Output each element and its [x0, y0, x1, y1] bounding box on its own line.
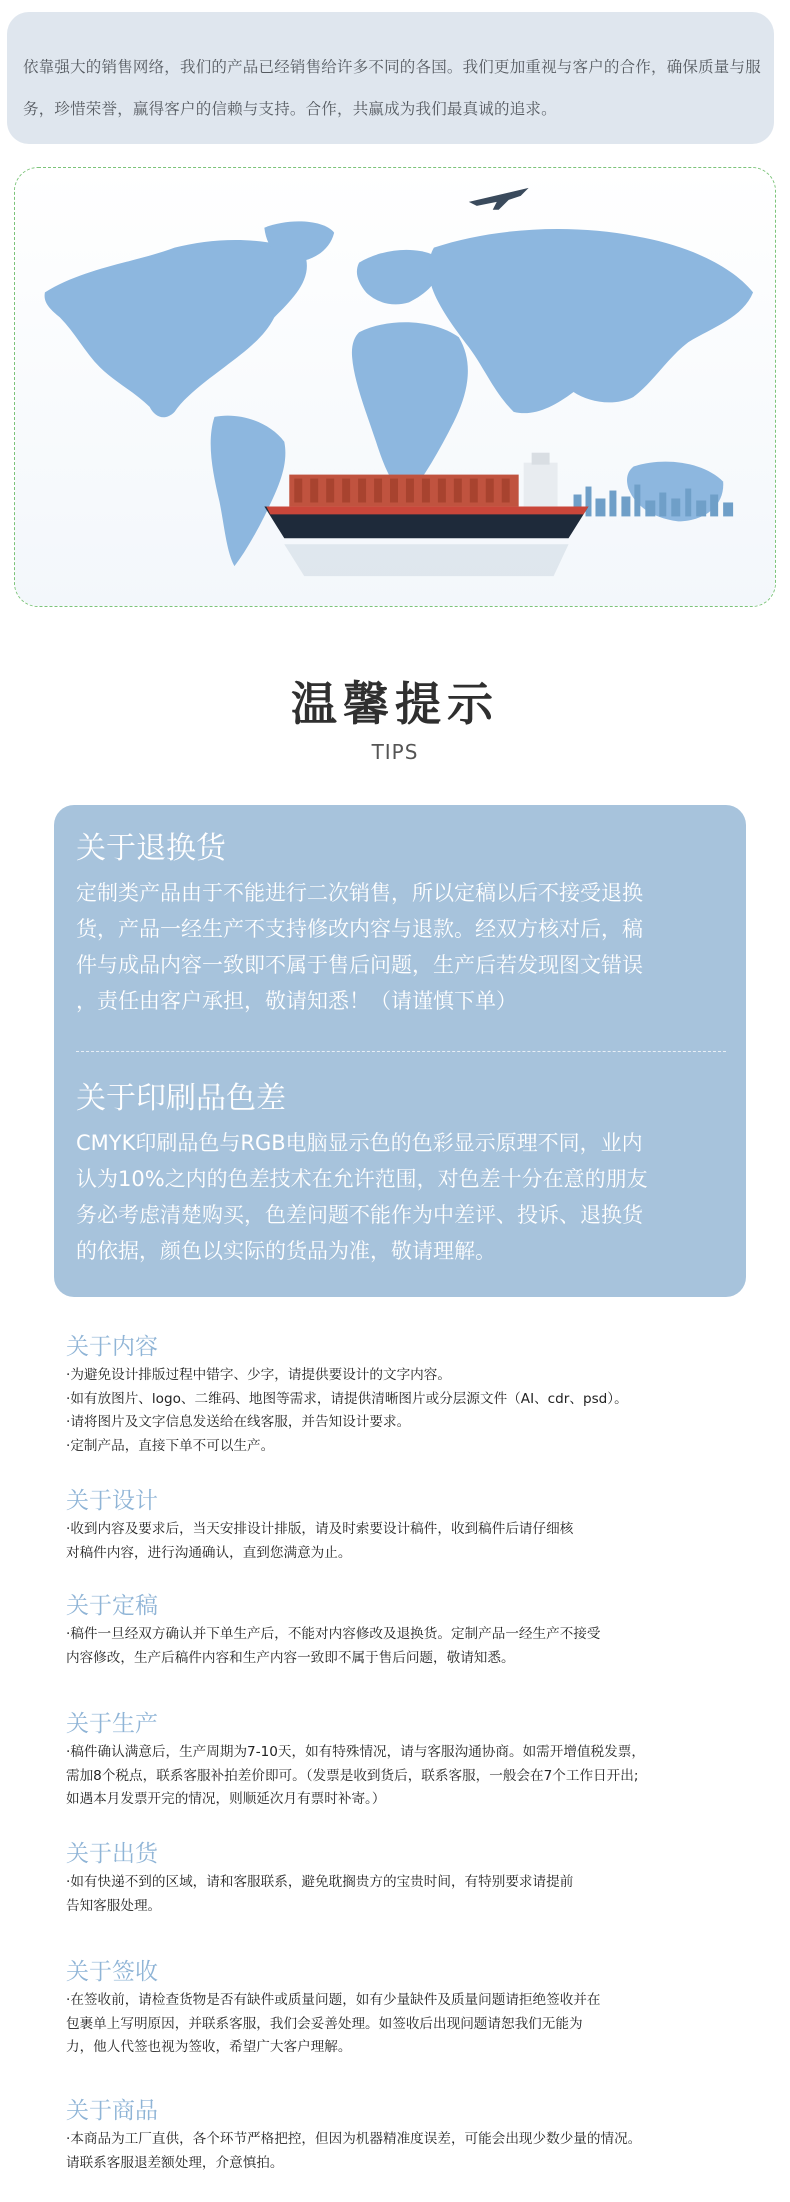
section-line: ·为避免设计排版过程中错字、少字，请提供要设计的文字内容。: [66, 1367, 451, 1383]
color-diff-text: [76, 1125, 728, 1269]
section-line: 告知客服处理。: [66, 1897, 162, 1914]
intro-panel: [7, 12, 774, 144]
color-diff-line: CMYK印刷品色与RGB电脑显示色的色彩显示原理不同，业内: [76, 1131, 643, 1155]
world-map-illustration: [14, 167, 776, 607]
section-line: 如遇本月发票开完的情况，则顺延次月有票时补寄。）: [66, 1791, 386, 1807]
section-finalize: [66, 1591, 766, 1670]
tips-title: 温馨提示: [291, 677, 499, 731]
returns-line: 货，产品一经生产不支持修改内容与退款。经双方核对后，稿: [76, 917, 643, 941]
notice-panel: [54, 805, 746, 1297]
section-line: 请联系客服退差额处理，介意慎拍。: [66, 2154, 284, 2171]
color-diff-title: 关于印刷品色差: [76, 1081, 286, 1116]
section-production: [66, 1709, 766, 1812]
returns-text: [76, 875, 728, 1019]
section-title: 关于设计: [66, 1488, 158, 1514]
map-graphic: [15, 168, 775, 606]
section-line: 对稿件内容，进行沟通确认，直到您满意为止。: [66, 1544, 352, 1561]
color-diff-line: 认为10%之内的色差技术在允许范围，对色差十分在意的朋友: [76, 1167, 648, 1191]
section-title: 关于出货: [66, 1841, 158, 1867]
section-line: 内容修改，生产后稿件内容和生产内容一致即不属于售后问题，敬请知悉。: [66, 1649, 515, 1666]
notice-divider: [76, 1051, 726, 1052]
section-title: 关于商品: [66, 2098, 158, 2124]
returns-line: 定制类产品由于不能进行二次销售，所以定稿以后不接受退换: [76, 881, 643, 905]
section-content: [66, 1332, 766, 1458]
section-receipt: [66, 1957, 766, 2060]
section-shipping: [66, 1839, 766, 1918]
section-line: ·在签收前，请检查货物是否有缺件或质量问题，如有少量缺件及质量问题请拒绝签收并在: [66, 1992, 601, 2008]
section-line: ·收到内容及要求后，当天安排设计排版，请及时索要设计稿件，收到稿件后请仔细核: [66, 1521, 574, 1537]
section-line: 需加8个税点，联系客服补拍差价即可。（发票是收到货后，联系客服，一般会在7个工作日开出;: [66, 1767, 639, 1784]
returns-line: 件与成品内容一致即不属于售后问题，生产后若发现图文错误: [76, 953, 643, 977]
section-title: 关于签收: [66, 1959, 158, 1985]
section-line: 力，他人代签也视为签收，希望广大客户理解。: [66, 2039, 352, 2055]
section-line: ·如有快递不到的区域，请和客服联系，避免耽搁贵方的宝贵时间，有特别要求请提前: [66, 1874, 574, 1890]
section-design: [66, 1486, 766, 1565]
intro-text: 依靠强大的销售网络，我们的产品已经销售给许多不同的各国。我们更加重视与客户的合作，确保质量与服务，珍惜荣誉，赢得客户的信赖与支持。合作，共赢成为我们最真诚的追求。: [23, 58, 761, 118]
section-line: ·请将图片及文字信息发送给在线客服，并告知设计要求。: [66, 1414, 411, 1430]
section-line: ·本商品为工厂直供，各个环节严格把控，但因为机器精准度误差，可能会出现少数少量的情况。: [66, 2131, 642, 2147]
section-line: 包裹单上写明原因，并联系客服，我们会妥善处理。如签收后出现问题请恕我们无能为: [66, 2015, 583, 2032]
color-diff-line: 的依据，颜色以实际的货品为准，敬请理解。: [76, 1239, 496, 1263]
section-line: ·如有放图片、logo、二维码、地图等需求，请提供清晰图片或分层源文件（AI、cdr、psd）。: [66, 1390, 628, 1407]
section-line: ·稿件确认满意后，生产周期为7-10天，如有特殊情况，请与客服沟通协商。如需开增值税发票，: [66, 1744, 645, 1760]
section-line: ·稿件一旦经双方确认并下单生产后，不能对内容修改及退换货。定制产品一经生产不接受: [66, 1626, 601, 1642]
returns-line: ，责任由客户承担，敬请知悉！（请谨慎下单）: [76, 989, 517, 1013]
returns-title: 关于退换货: [76, 831, 226, 866]
tips-subtitle: TIPS: [371, 740, 419, 764]
section-title: 关于生产: [66, 1711, 158, 1737]
color-diff-line: 务必考虑清楚购买，色差问题不能作为中差评、投诉、退换货: [76, 1203, 643, 1227]
section-title: 关于定稿: [66, 1593, 158, 1619]
section-line: ·定制产品，直接下单不可以生产。: [66, 1437, 275, 1454]
section-title: 关于内容: [66, 1334, 158, 1360]
section-product: [66, 2096, 766, 2175]
